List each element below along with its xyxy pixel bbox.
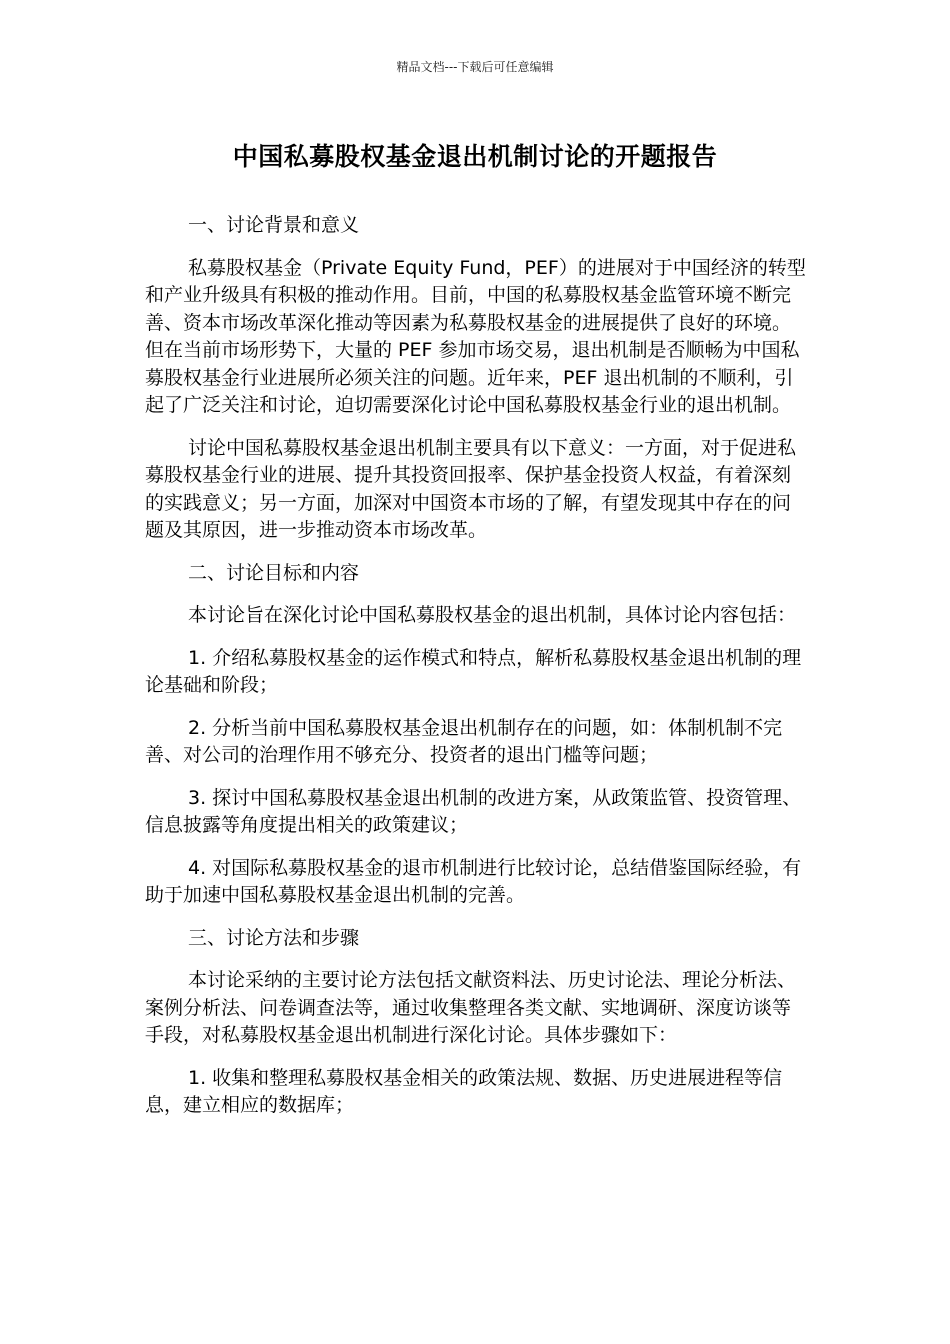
list-item-objective-4: 4. 对国际私募股权基金的退市机制进行比较讨论，总结借鉴国际经验，有助于加速中国私募股权基金退出机制的完善。 bbox=[145, 856, 802, 906]
paragraph-significance: 讨论中国私募股权基金退出机制主要具有以下意义：一方面，对于促进私募股权基金行业的进展、提升其投资回报率、保护基金投资人权益，有着深刻的实践意义；另一方面，加深对中国资本市场的了解，有望发现其中存在的问题及其原因，进一步推动资本市场改革。 bbox=[145, 436, 797, 541]
list-item-objective-3: 3. 探讨中国私募股权基金退出机制的改进方案，从政策监管、投资管理、信息披露等角度提出相关的政策建议； bbox=[145, 786, 802, 836]
section-heading-objectives: 二、讨论目标和内容 bbox=[188, 561, 360, 584]
document-body bbox=[145, 212, 807, 1135]
paragraph-methods: 本讨论采纳的主要讨论方法包括文献资料法、历史讨论法、理论分析法、案例分析法、问卷调查法等，通过收集整理各类文献、实地调研、深度访谈等手段，对私募股权基金退出机制进行深化讨论。具体步骤如下： bbox=[145, 969, 797, 1046]
list-item-objective-1: 1. 介绍私募股权基金的运作模式和特点，解析私募股权基金退出机制的理论基础和阶段； bbox=[145, 646, 802, 696]
section-heading-background: 一、讨论背景和意义 bbox=[188, 214, 360, 236]
section-heading-methods: 三、讨论方法和步骤 bbox=[188, 926, 360, 949]
document-title: 中国私募股权基金退出机制讨论的开题报告 bbox=[232, 142, 718, 171]
list-item-objective-2: 2. 分析当前中国私募股权基金退出机制存在的问题，如：体制机制不完善、对公司的治理作用不够充分、投资者的退出门槛等问题； bbox=[145, 716, 783, 766]
paragraph-background: 私募股权基金（Private Equity Fund，PEF）的进展对于中国经济的转型和产业升级具有积极的推动作用。目前，中国的私募股权基金监管环境不断完善、资本市场改革深化推动等因素为私募股权基金的进展提供了良好的环境。但在当前市场形势下，大量的 PEF 参加市场交易，退出机制是否顺畅为中国私募股权基金行业进展所必须关注的问题。近年来，PEF 退出机制的不顺利，引起了广泛关注和讨论，迫切需要深化讨论中国私募股权基金行业的退出机制。 bbox=[145, 256, 806, 416]
paragraph-objectives-intro: 本讨论旨在深化讨论中国私募股权基金的退出机制，具体讨论内容包括： bbox=[188, 604, 797, 626]
list-item-step-1: 1. 收集和整理私募股权基金相关的政策法规、数据、历史进展进程等信息，建立相应的数据库； bbox=[145, 1066, 783, 1116]
header-note: 精品文档---下载后可任意编辑 bbox=[396, 60, 554, 74]
